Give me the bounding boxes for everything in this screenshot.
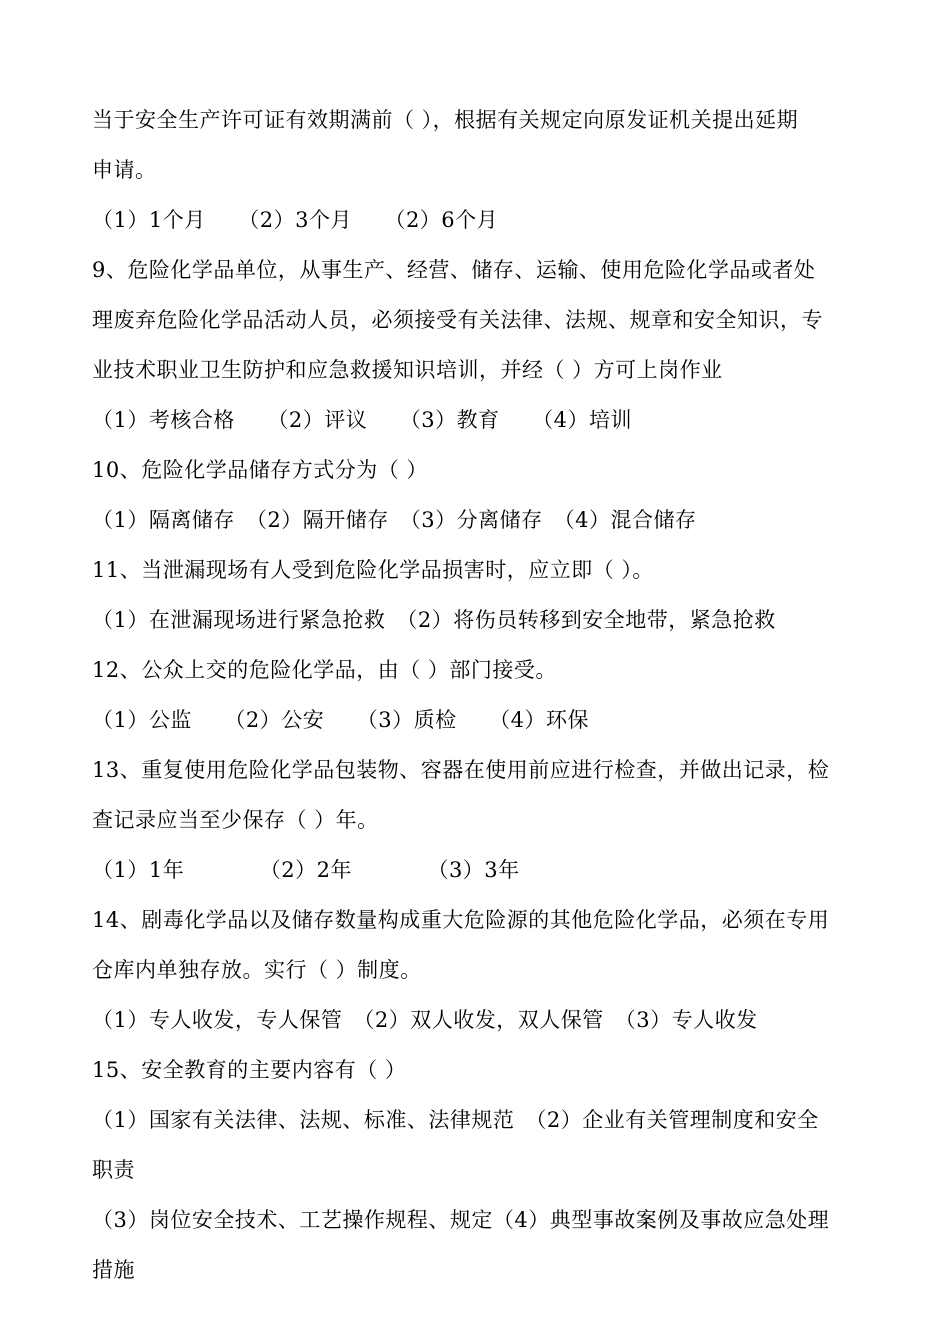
- question-10-text: 10、危险化学品储存方式分为（ ）: [92, 458, 428, 482]
- question-11-text: 11、当泄漏现场有人受到危险化学品损害时，应立即（ ）。: [92, 558, 654, 582]
- question-12-options: （1）公监 （2）公安 （3）质检 （4）环保: [92, 708, 589, 732]
- question-10-options: （1）隔离储存 （2）隔开储存 （3）分离储存 （4）混合储存: [92, 508, 697, 532]
- question-15-options-line-4: 措施: [92, 1258, 135, 1282]
- question-11-options: （1）在泄漏现场进行紧急抢救 （2）将伤员转移到安全地带，紧急抢救: [92, 608, 776, 632]
- question-13-options: （1）1年 （2）2年 （3）3年: [92, 858, 520, 882]
- question-9-text-line-2: 理废弃危险化学品活动人员，必须接受有关法律、法规、规章和安全知识，专: [92, 308, 823, 332]
- question-15-options-line-2: 职责: [92, 1158, 135, 1182]
- question-14-text-line-2: 仓库内单独存放。实行（ ）制度。: [92, 958, 422, 982]
- question-15-options-line-1: （1）国家有关法律、法规、标准、法律规范 （2）企业有关管理制度和安全: [92, 1108, 819, 1132]
- question-8-text-line-2: 申请。: [92, 158, 157, 182]
- question-15-options-line-3: （3）岗位安全技术、工艺操作规程、规定（4）典型事故案例及事故应急处理: [92, 1208, 830, 1232]
- question-9-text-line-1: 9、危险化学品单位，从事生产、经营、储存、运输、使用危险化学品或者处: [92, 258, 816, 282]
- question-9-text-line-3: 业技术职业卫生防护和应急救援知识培训，并经（ ）方可上岗作业: [92, 358, 723, 382]
- question-14-options: （1）专人收发，专人保管 （2）双人收发，双人保管 （3）专人收发: [92, 1008, 758, 1032]
- question-13-text-line-1: 13、重复使用危险化学品包装物、容器在使用前应进行检查，并做出记录，检: [92, 758, 830, 782]
- question-14-text-line-1: 14、剧毒化学品以及储存数量构成重大危险源的其他危险化学品，必须在专用: [92, 908, 830, 932]
- question-15-text: 15、安全教育的主要内容有（ ）: [92, 1058, 407, 1082]
- question-8-options: （1）1个月 （2）3个月 （2）6个月: [92, 208, 499, 232]
- question-13-text-line-2: 查记录应当至少保存（ ）年。: [92, 808, 379, 832]
- question-8-text-line-1: 当于安全生产许可证有效期满前（ ），根据有关规定向原发证机关提出延期: [92, 108, 799, 132]
- question-9-options: （1）考核合格 （2）评议 （3）教育 （4）培训: [92, 408, 632, 432]
- question-12-text: 12、公众上交的危险化学品，由（ ）部门接受。: [92, 658, 557, 682]
